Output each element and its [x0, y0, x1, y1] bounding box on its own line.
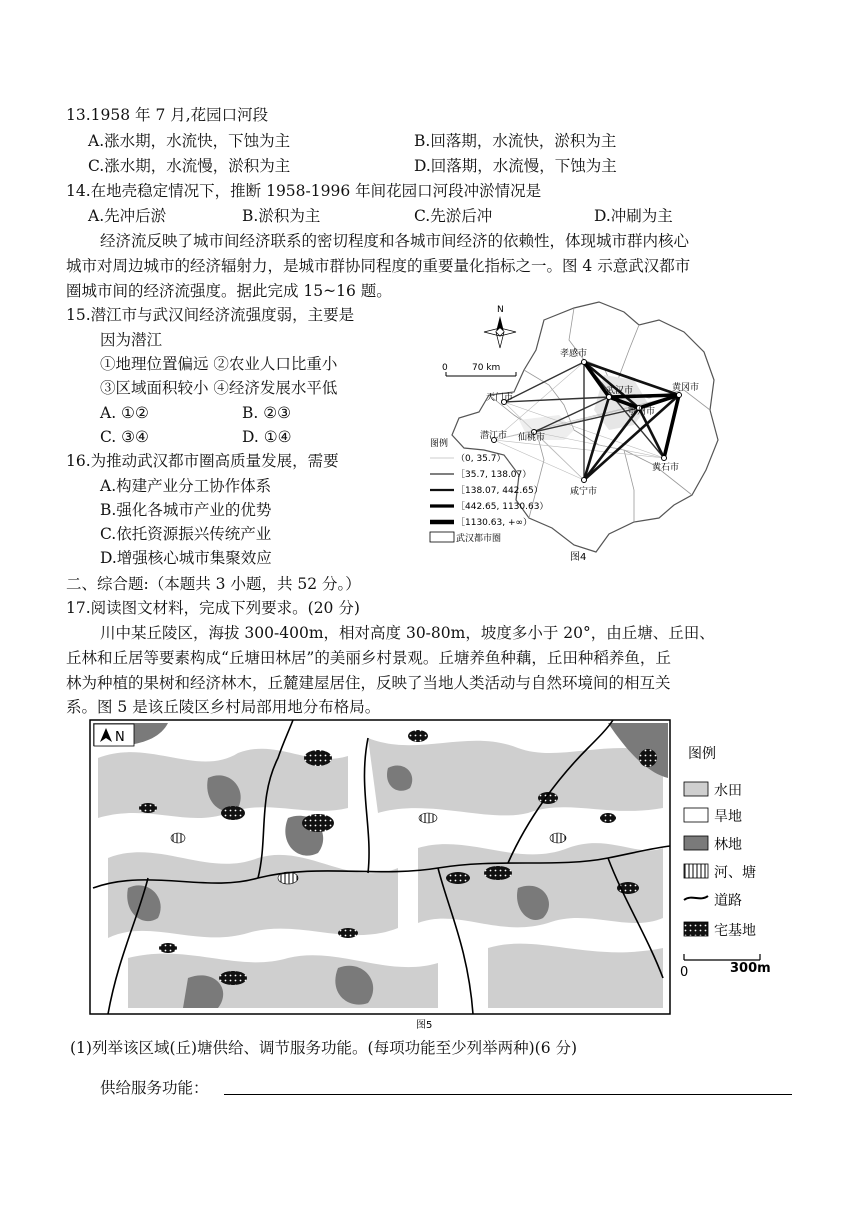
scale-bar [442, 363, 516, 376]
svg-text:0: 0 [442, 363, 448, 373]
q15-stem: 15.潜江市与武汉间经济流强度弱，主要是 [66, 306, 355, 324]
q17-passage-line-3: 林为种植的果树和经济林木，丘麓建屋居住，反映了当地人类活动与自然环境间的相互关 [66, 674, 671, 692]
svg-text:0: 0 [680, 965, 689, 980]
city-label-xianning: 咸宁市 [570, 487, 598, 497]
q17-stem: 17.阅读图文材料，完成下列要求。(20 分) [66, 599, 360, 617]
q14-option-a: A.先冲后淤 [88, 207, 167, 225]
city-label-huangshi: 黄石市 [652, 463, 680, 473]
svg-text:N: N [497, 305, 504, 315]
passage1-line-3: 圈城市间的经济流强度。据此完成 15~16 题。 [66, 282, 392, 300]
svg-text:［442.65, 1130.63）: ［442.65, 1130.63） [456, 502, 549, 512]
svg-text:（0, 35.7）: （0, 35.7） [456, 454, 506, 464]
q14-stem: 14.在地壳稳定情况下，推断 1958-1996 年间花园口河段冲淤情况是 [66, 182, 542, 200]
figure-4-map [424, 290, 724, 565]
wuhan-metro-area-outline [452, 302, 718, 552]
supply-function-label: 供给服务功能： [100, 1079, 209, 1097]
q16-option-b: B.强化各城市产业的优势 [100, 501, 272, 519]
passage1-line-1: 经济流反映了城市间经济联系的密切程度和各城市间经济的依赖性，体现城市群内核心 [100, 232, 690, 250]
figure-5-legend [684, 746, 756, 939]
figure-5-land-use-map [88, 718, 774, 1032]
q13-stem: 13.1958 年 7 月,花园口河段 [66, 106, 269, 124]
city-label-ezhou: 鄂州市 [628, 407, 656, 417]
svg-text:［138.07, 442.65）: ［138.07, 442.65） [456, 486, 543, 496]
q17-passage-line-4: 系。图 5 是该丘陵区乡村局部用地分布格局。 [66, 698, 381, 716]
q15-option-d: D. ①④ [242, 428, 292, 446]
svg-text:［1130.63, +∞）: ［1130.63, +∞） [456, 518, 532, 528]
city-label-huanggang: 黄冈市 [672, 383, 700, 393]
svg-text:70 km: 70 km [472, 363, 501, 373]
q15-items-1: ①地理位置偏远 ②农业人口比重小 [100, 355, 338, 373]
section-2-heading: 二、综合题:（本题共 3 小题，共 52 分。） [66, 575, 361, 593]
svg-text:武汉都市圈: 武汉都市圈 [456, 534, 502, 544]
q13-option-c: C.涨水期，水流慢，淤积为主 [88, 157, 291, 175]
q13-option-d: D.回落期，水流慢，下蚀为主 [414, 157, 617, 175]
city-label-xiantao: 仙桃市 [518, 433, 546, 443]
q14-option-d: D.冲刷为主 [594, 207, 673, 225]
q14-option-b: B.淤积为主 [242, 207, 321, 225]
q15-items-2: ③区域面积较小 ④经济发展水平低 [100, 379, 338, 397]
city-label-tianmen: 天门市 [486, 393, 514, 403]
svg-text:林地: 林地 [714, 837, 742, 853]
q13-option-a: A.涨水期，水流快，下蚀为主 [88, 132, 291, 150]
q15-option-b: B. ②③ [242, 404, 292, 422]
svg-text:［35.7, 138.07）: ［35.7, 138.07） [456, 470, 532, 480]
city-label-xiaogan: 孝感市 [560, 349, 588, 359]
svg-text:旱地: 旱地 [714, 809, 742, 825]
q16-stem: 16.为推动武汉都市圈高质量发展，需要 [66, 452, 339, 470]
figure-4-caption: 图4 [570, 552, 587, 563]
svg-text:图例: 图例 [430, 439, 449, 449]
q16-option-a: A.构建产业分工协作体系 [100, 477, 272, 495]
supply-function-answer-line[interactable] [224, 1093, 792, 1095]
svg-text:河、塘: 河、塘 [714, 865, 756, 881]
svg-text:300m: 300m [730, 961, 771, 976]
city-label-wuhan: 武汉市 [606, 386, 634, 396]
q17-sub1: (1)列举该区域(丘)塘供给、调节服务功能。(每项功能至少列举两种)(6 分) [70, 1039, 578, 1057]
passage1-line-2: 城市对周边城市的经济辐射力，是城市群协同程度的重要量化指标之一。图 4 示意武汉都市 [66, 257, 691, 275]
svg-text:宅基地: 宅基地 [714, 923, 756, 939]
q13-option-b: B.回落期，水流快，淤积为主 [414, 132, 617, 150]
svg-text:道路: 道路 [714, 893, 742, 909]
q16-option-d: D.增强核心城市集聚效应 [100, 549, 272, 567]
q15-stem-cont: 因为潜江 [100, 331, 163, 349]
q15-option-a: A. ①② [100, 404, 149, 422]
svg-text:图例: 图例 [688, 746, 716, 762]
q15-option-c: C. ③④ [100, 428, 149, 446]
svg-text:N: N [115, 730, 125, 745]
figure-5-caption: 图5 [416, 1020, 433, 1031]
q17-passage-line-2: 丘林和丘居等要素构成“丘塘田林居”的美丽乡村景观。丘塘养鱼种藕，丘田种稻养鱼，丘 [66, 649, 671, 667]
q16-option-c: C.依托资源振兴传统产业 [100, 525, 272, 543]
q14-option-c: C.先淤后冲 [414, 207, 493, 225]
q17-passage-line-1: 川中某丘陵区，海拔 300-400m，相对高度 30-80m，坡度多小于 20°，由丘塘、丘田、 [100, 624, 715, 642]
svg-text:水田: 水田 [714, 783, 742, 799]
north-arrow-icon [94, 724, 134, 746]
north-arrow-icon [484, 305, 516, 348]
scale-bar [680, 954, 771, 980]
city-label-qianjiang: 潜江市 [480, 431, 508, 441]
